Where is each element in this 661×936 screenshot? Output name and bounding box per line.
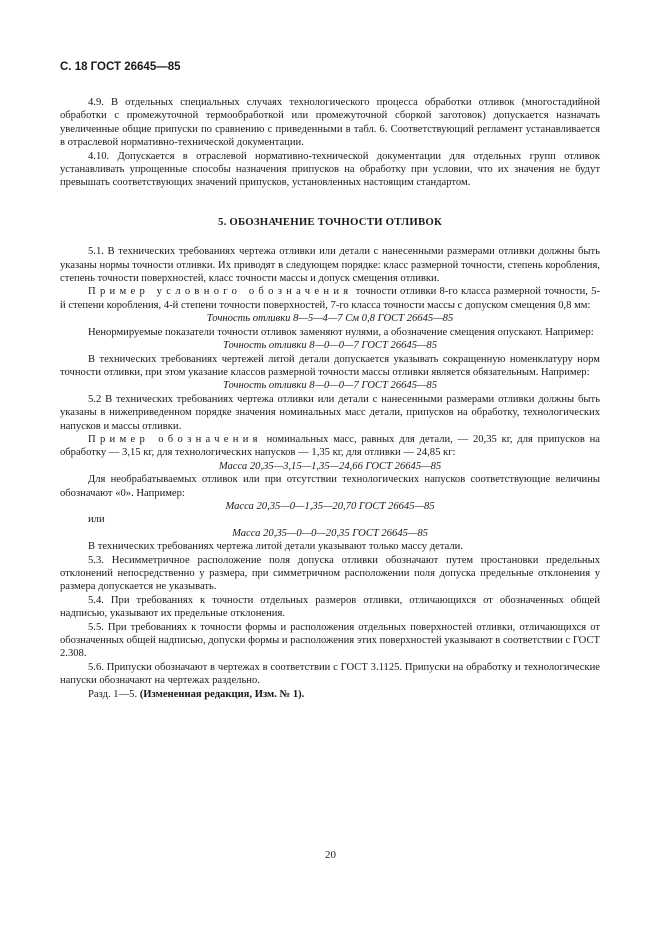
paragraph-5-3: 5.3. Несимметричное расположение поля допуска отливки обозначают путем простановки предельных отклонений непосредственно у размера, при симметричном расположении поля допуска предельные отклонения у размера допускается не указывать. [60,554,600,593]
amendment-prefix: Разд. 1—5. [88,688,140,700]
paragraph-4-10: 4.10. Допускается в отраслевой нормативно-технической документации для отдельных групп отливок устанавливать упрощенные способы назначения припусков на обработку при условии, что их значения не будут превышать соответствующих значений припусков, установленных настоящим стандартом. [60,150,600,189]
paragraph-5-5: 5.5. При требованиях к точности формы и расположения отдельных поверхностей отливки, отличающихся от обозначенных общей надписью, допуски формы и расположения этих поверхностей указывают в соответствии с ГОСТ 2.308. [60,621,600,660]
example-1-paragraph [60,285,600,312]
section-title: 5. ОБОЗНАЧЕНИЕ ТОЧНОСТИ ОТЛИВОК [217,215,442,228]
page-header: С. 18 ГОСТ 26645—85 [60,61,181,73]
document-body [60,96,600,701]
paragraph-short-nomenclature: В технических требованиях чертежей литой детали допускается указывать сокращенную номенклатуру норм точности отливки, при этом указание классов размерной точности массы отливки является обязательным. Например: [60,353,600,378]
example-6-formula: Масса 20,35—0—0—20,35 ГОСТ 26645—85 [232,527,428,539]
example-1-formula: Точность отливки 8—5—4—7 См 0,8 ГОСТ 26645—85 [206,313,454,325]
paragraph-5-4: 5.4. При требованиях к точности отдельных размеров отливки, отличающихся от обозначенных общей надписью, указывают их предельные отклонения. [60,594,600,620]
example-1-label: Пример условного обозначения [88,286,353,298]
example-2-formula: Точность отливки 8—0—0—7 ГОСТ 26645—85 [222,340,438,352]
example-4-paragraph [60,433,600,460]
paragraph-4-9: 4.9. В отдельных специальных случаях технологического процесса обработки отливок (многостадийной обработки с промежуточной термообработкой или промежуточной сборкой заготовок) допускается назначать увеличенные общие припуски по сравнению с приведенными в табл. 6. Соответствующий регламент устанавливается в отраслевой нормативно-технической документации. [60,97,600,149]
example-4-formula: Масса 20,35—3,15—1,35—24,66 ГОСТ 26645—85 [218,460,442,472]
example-5-formula: Масса 20,35—0—1,35—20,70 ГОСТ 26645—85 [225,500,435,512]
page-number: 20 [325,849,336,861]
example-1-text: точности отливки 8-го класса размерной точности, 5-й степени коробления, 4-й степени точности поверхностей, 7-го класса точности массы с допуском смещения 0,8 мм: [60,286,600,311]
paragraph-5-2: 5.2 В технических требованиях чертежа отливки или детали с нанесенными размерами отливки должны быть указаны в нижеприведенном порядке значения номинальных масс детали, припусков на обработку, технологических напусков и массы отливки. [60,393,600,432]
amendment-note [60,688,600,701]
example-4-label: Пример обозначения [88,433,262,445]
amendment-bold: (Измененная редакция, Изм. № 1). [139,688,305,700]
example-3-formula: Точность отливки 8—0—0—7 ГОСТ 26645—85 [222,380,438,392]
paragraph-5-1: 5.1. В технических требованиях чертежа отливки или детали с нанесенными размерами отливки должны быть указаны нормы точности отливки. Их приводят в следующем порядке: класс размерной точности, степень коробления, степень точности поверхностей, класс точности массы и допуск смещения отливки. [60,246,600,285]
paragraph-mass-only: В технических требованиях чертежа литой детали указывают только массу детали. [88,541,463,553]
paragraph-unnormed: Ненормируемые показатели точности отливок заменяют нулями, а обозначение смещения опускают. Например: [88,326,594,338]
paragraph-unmachined: Для необрабатываемых отливок или при отсутствии технологических напусков соответствующие величины обозначают «0». Например: [60,474,600,499]
or-text: или [88,514,105,526]
example-4-text: номинальных масс, равных для детали, — 20,35 кг, для припусков на обработку — 3,15 кг, для технологических напусков — 1,35 кг, для отливки — 24,85 кг: [60,433,600,459]
paragraph-5-6: 5.6. Припуски обозначают в чертежах в соответствии с ГОСТ 3.1125. Припуски на обработку и технологические напуски обозначают на чертежах раздельно. [60,661,600,687]
